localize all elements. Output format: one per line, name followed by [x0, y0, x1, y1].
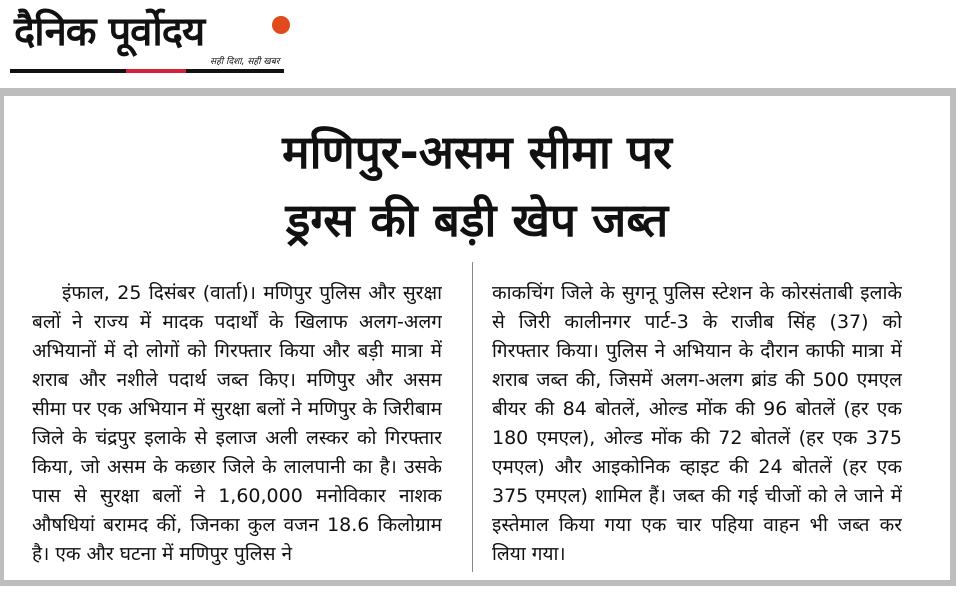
newspaper-logo: दैनिक पूर्वोदय — [14, 9, 205, 55]
masthead-red-strip — [126, 69, 186, 73]
news-clipping — [0, 88, 956, 586]
headline-line-2: ड्रग्स की बड़ी खेप जब्त — [285, 193, 669, 247]
column-divider — [472, 262, 473, 572]
logo-dot-icon — [272, 16, 290, 34]
article-column-left: इंफाल, 25 दिसंबर (वार्ता)। मणिपुर पुलिस और सुरक्षा बलों ने राज्य में मादक पदार्थों के खिलाफ अलग-अलग अभियानों में दो लोगों को गिरफ्तार किया और बड़ी मात्रा में शराब और नशीले पदार्थ जब्त किए। मणिपुर और असम सीमा पर एक अभियान में सुरक्षा बलों ने मणिपुर के जिरीबाम जिले के चंद्रपुर इलाके से इलाज अली लस्कर को गिरफ्तार किया, जो असम के कछार जिले के लालपानी का है। उसके पास से सुरक्षा बलों ने 1,60,000 मनोविकार नाशक औषधियां बरामद कीं, जिनका कुल वजन 18.6 किलोग्राम है। एक और घटना में मणिपुर पुलिस ने — [32, 282, 442, 565]
newspaper-tagline: सही दिशा, सही खबर — [210, 57, 280, 67]
masthead — [10, 6, 290, 74]
article-column-right: काकचिंग जिले के सुगनू पुलिस स्टेशन के कोरसंताबी इलाके से जिरी कालीनगर पार्ट-3 के राजीब सिंह (37) को गिरफ्तार किया। पुलिस ने अभियान के दौरान काफी मात्रा में शराब जब्त की, जिसमें अलग-अलग ब्रांड की 500 एमएल बीयर की 84 बोतलें, ओल्ड मोंक की 96 बोतलें (हर एक 180 एमएल), ओल्ड मोंक की 72 बोतलें (हर एक 375 एमएल) और आइकोनिक व्हाइट की 24 बोतलें (हर एक 375 एमएल) शामिल हैं। जब्त की गई चीजों को ले जाने में इस्तेमाल किया गया एक चार पहिया वाहन भी जब्त कर लिया गया। — [492, 282, 902, 565]
headline-line-1: मणिपुर-असम सीमा पर — [282, 125, 672, 179]
